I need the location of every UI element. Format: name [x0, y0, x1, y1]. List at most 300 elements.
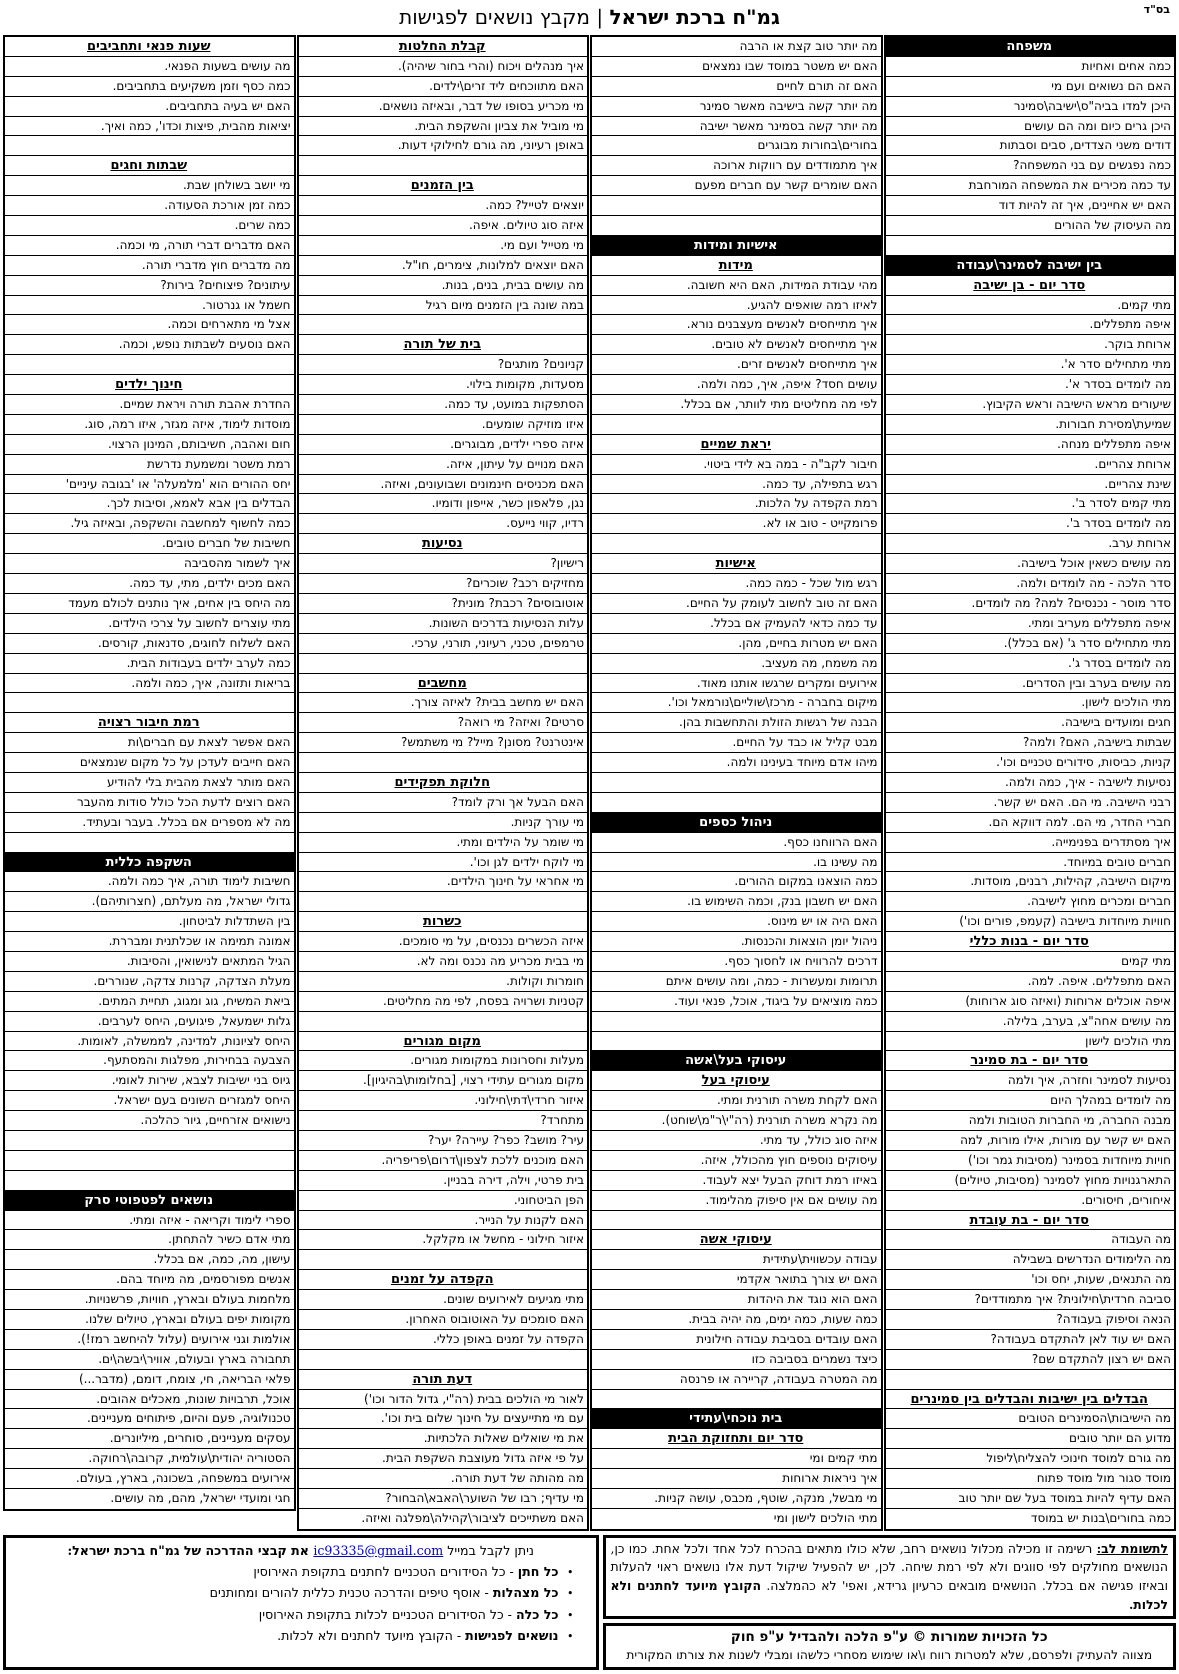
topic-row: מתי הולכים לישון.	[886, 693, 1175, 713]
topic-row: כמה נפגשים עם בני המשפחה?	[886, 156, 1175, 176]
section-subheader: מידות	[592, 256, 881, 276]
topic-row: חוויות מיוחדות בישיבה (קעמפ, פורים וכו')	[886, 912, 1175, 932]
topic-row: מי עורך קניות.	[299, 813, 588, 833]
topic-row: איזה סוג טיולים. איפה.	[299, 216, 588, 236]
topic-row: מתי מתחילים סדר א'.	[886, 355, 1175, 375]
bullet-icon: •	[563, 1587, 574, 1601]
topic-row: האם חייבים לעדכן על כל מקום שנמצאים	[5, 753, 294, 773]
topic-row: מה עשינו בו.	[592, 853, 881, 873]
topic-row: רישיון?	[299, 554, 588, 574]
spacer-row	[5, 693, 294, 713]
topic-row: מה התנאים, שעות, יחס וכו'	[886, 1270, 1175, 1290]
topic-row: איך מתייחסים לאנשים מעצבנים נורא.	[592, 315, 881, 335]
topic-row: היכן גרים כיום ומה הם עושים	[886, 117, 1175, 137]
topic-row: מקומות יפים בעולם ובארץ, טיולים שלנו.	[5, 1310, 294, 1330]
section-subheader: חינוך ילדים	[5, 375, 294, 395]
topic-row: עד כמה מכירים את המשפחה המורחבת	[886, 176, 1175, 196]
guide-bullet	[14, 1561, 588, 1582]
topic-row: אירועים ומקרים שרגשו אותנו מאוד.	[592, 674, 881, 694]
topic-row: קניות, כביסות, סידורים טכניים וכו'.	[886, 753, 1175, 773]
topic-row: מה גורם למוסד חינוכי להצליח\ליפול	[886, 1449, 1175, 1469]
topics-column-1	[884, 35, 1177, 1531]
topic-row: האם מכניסים חינמונים ושבועונים, ואיזה.	[299, 475, 588, 495]
topic-row: האם לקנות על הנייר.	[299, 1211, 588, 1231]
topic-row: האם מדברים דברי תורה, מי וכמה.	[5, 236, 294, 256]
topic-row: מי מבשל, מנקה, שוטף, מכבס, עושה קניות.	[592, 1489, 881, 1509]
topic-row: עושים חסד? איפה, איך, כמה ולמה.	[592, 375, 881, 395]
topic-row: מה הישיבות\הסמינרים הטובים	[886, 1409, 1175, 1429]
topic-row: כמה אחים ואחיות	[886, 57, 1175, 77]
topic-row: מסעדות, מקומות בילוי.	[299, 375, 588, 395]
topic-row: האם משתייכים לציבור\קהילה\מפלגה ואיזה.	[361, 1510, 584, 1525]
topic-row: הבדלים בין אבא לאמא, וסיבות לכך.	[5, 494, 294, 514]
topic-row: הסטוריה יהודית\עולמית, קרובה\רחוקה.	[5, 1449, 294, 1469]
topic-row: איך ניראות ארוחות	[592, 1469, 881, 1489]
attention-notice-box	[603, 1535, 1177, 1619]
topic-row: מי מוביל את צביון והשקפת הבית.	[299, 117, 588, 137]
topic-row: אוטובוסים? רכבת? מונית?	[299, 594, 588, 614]
topic-row: מתי מתחילים סדר ג' (אם בכלל).	[886, 634, 1175, 654]
topic-row: הסתפקות במועט, עד כמה.	[299, 395, 588, 415]
topic-row: מה עושים בשעות הפנאי.	[5, 57, 294, 77]
topic-row: רבני הישיבה. מי הם. האם יש קשר.	[886, 793, 1175, 813]
topic-row: מדוע הם יותר טובים	[886, 1429, 1175, 1449]
spacer-row	[299, 1250, 588, 1270]
spacer-row	[299, 1350, 588, 1370]
section-header: נושאים לפטפוטי סרק	[5, 1191, 294, 1211]
topic-row: מה יותר קשה בישיבה מאשר סמינר	[592, 97, 881, 117]
topic-row: חברים טובים במיוחד.	[886, 853, 1175, 873]
section-subheader: סדר יום - בת סמינר	[886, 1051, 1175, 1071]
topic-row: האם יש משטר במוסד שבו נמצאים	[592, 57, 881, 77]
topic-row: חויות מיוחדות בסמינר (מסיבות גמר וכו')	[886, 1151, 1175, 1171]
email-suffix: את קבצי ההדרכה של גמ"ח ברכת ישראל:	[67, 1542, 314, 1558]
topic-row: איפה מתפללים.	[886, 315, 1175, 335]
topic-row: מעלת הצדקה, קרנות צדקה, שנוררים.	[5, 972, 294, 992]
topic-row: הבנה של רגשות הזולת והתחשבות בהן.	[592, 713, 881, 733]
guide-bullet-text: - הקובץ מיועד לחתנים ולא לכלות.	[277, 1628, 466, 1644]
topic-row: מה יותר קשה בסמינר מאשר ישיבה	[592, 117, 881, 137]
topic-row: איזה הכשרים נכנסים, על מי סומכים.	[299, 932, 588, 952]
topic-row: מה לומדים במהלך היום	[886, 1091, 1175, 1111]
topic-row: האם עובדים בסביבת עבודה חילונית	[592, 1330, 881, 1350]
topic-row: כמה זמן אורכת הסעודה.	[5, 196, 294, 216]
topic-row: איך מנהלים ויכוח (והרי בחור שיהיה).	[299, 57, 588, 77]
bullet-icon: •	[563, 1565, 574, 1579]
topic-row: על פי איזה גדול מעוצבת השקפת הבית.	[299, 1449, 588, 1469]
topic-row: איזה ספרי ילדים, מבוגרים.	[299, 435, 588, 455]
spacer-row	[5, 355, 294, 375]
topic-row: מה לא מספרים אם בכלל. בעבר ובעתיד.	[5, 813, 294, 833]
topic-row: איזור חילוני - מחשל או מקלקל.	[299, 1230, 588, 1250]
topic-row: איזה סוג כולל, עד מתי.	[592, 1131, 881, 1151]
topic-row: ארוחת ערב.	[886, 534, 1175, 554]
topic-row: עיסוקים נוספים חוץ מהכולל, איזה.	[592, 1151, 881, 1171]
spacer-row	[592, 216, 881, 236]
topic-row: האם מכים ילדים, מתי, עד כמה.	[5, 574, 294, 594]
section-header: אישיות ומידות	[592, 236, 881, 256]
topic-row: מה משמח, מה מעציב.	[592, 654, 881, 674]
topic-row: באופן רעיוני, מה גורם לחילוקי דעות.	[299, 136, 588, 156]
topic-row: מה מדברים חוץ מדברי תורה.	[5, 256, 294, 276]
topic-row: מה הלימודים הנדרשים בשבילה	[886, 1250, 1175, 1270]
topic-row: מה העבודה	[886, 1230, 1175, 1250]
topic-row: ספרי לימוד וקריאה - איזה ומתי.	[5, 1211, 294, 1231]
topic-row: גדולי ישראל, מה מעלתם, (חצרותיהם).	[5, 892, 294, 912]
topic-row: מה עושים בבית, בנים, בנות.	[299, 276, 588, 296]
topic-row: האם היה או יש מינוס.	[592, 912, 881, 932]
topic-row: האם עדיף להיות במוסד בעל שם יותר טוב	[886, 1489, 1175, 1509]
footer-right-stack	[603, 1535, 1177, 1670]
topic-row: האם מתפללים. איפה. למה.	[886, 972, 1175, 992]
email-link[interactable]: ic93335@gmail.com	[313, 1542, 444, 1558]
topic-row: איך מתייחסים לאנשים לא טובים.	[592, 335, 881, 355]
topic-row: חגים ומועדים בישיבה.	[886, 713, 1175, 733]
topic-row: פלאי הבריאה, חי, צומח, דומם, (מדבר...)	[5, 1370, 294, 1390]
spacer-row	[592, 793, 881, 813]
spacer-row	[592, 1012, 881, 1032]
footer	[3, 1535, 1176, 1670]
topic-row: כמה לערב ילדים בעבודות הבית.	[5, 654, 294, 674]
topic-row: כמה שעות, כמה ימים, מה יהיה בבית.	[592, 1310, 881, 1330]
section-subheader: הבדלים בין ישיבות והבדלים בין סמינרים	[886, 1390, 1175, 1410]
guide-bullet-label: כל חתן	[517, 1563, 559, 1579]
spacer-row	[592, 773, 881, 793]
topic-row: האם שומרים קשר עם חברים מפעם	[592, 176, 881, 196]
topic-row: מה היחס בין אחים, איך נותנים לכולם מעמד	[5, 594, 294, 614]
topic-row: חגי ומועדי ישראל, מהם, מה עושים.	[110, 1491, 291, 1506]
page-title-bold: גמ"ח ברכת ישראל	[609, 5, 780, 29]
topic-row: סביבה חרדית\חילונית? איך מתמודדים?	[886, 1290, 1175, 1310]
topic-row: האם סומכים על האוטובוס האחרון.	[299, 1310, 588, 1330]
topic-row: טרמפים, טכני, רעיוני, תורני, ערכי.	[299, 634, 588, 654]
topic-row: האם רוצים לדעת הכל כולל סודות מהעבר	[5, 793, 294, 813]
section-header: עיסוקי בעל\אשה	[592, 1051, 881, 1071]
section-subheader: רמת חיבור רצויה	[5, 713, 294, 733]
section-header: משפחה	[886, 37, 1175, 57]
topic-row: אמונה תמימה או שכלתנית ומבררת.	[5, 932, 294, 952]
besd-mark: בס"ד	[1143, 3, 1170, 16]
topic-row: מי שומר על הילדים ומתי.	[299, 833, 588, 853]
topic-row: מי מכריע בסופו של דבר, ובאיזה נושאים.	[299, 97, 588, 117]
section-subheader: אישיות	[592, 554, 881, 574]
topic-row: חיבור לקב"ה - במה בא לידי ביטוי.	[592, 455, 881, 475]
notice-body: רשימה זו מכילה מכלול נושאים רחב, שלא כולו מתאים בהכרח לכל אחד ולכל אחת. כמו כן, הנושאים מחולקים לפי סווגים ולא לפי רמת שיחה. לכן, יש להפעיל שיקול דעת אלו נושאים ראוי להעלות ובאיזו פגישה אם בכלל. הנושאים מובאים כרעיון גרידא, ואפי' לא כהמלצה.	[610, 1540, 1168, 1594]
email-prefix: ניתן לקבל במייל	[443, 1542, 534, 1558]
topic-row: שיעורים מראש הישיבה וראש הקיבוץ.	[886, 395, 1175, 415]
topic-row: אירועים במשפחה, בשכונה, בארץ, בעולם.	[5, 1469, 294, 1489]
spacer-row	[592, 1032, 881, 1052]
topic-row: יציאות מהבית, פיצות וכדו', כמה ואיך.	[5, 117, 294, 137]
topic-row: מה עושים אם אין סיפוק מהלימוד.	[592, 1191, 881, 1211]
topic-row: האם הבעל אך ורק לומד?	[299, 793, 588, 813]
topic-row: סדר מוסר - נכנסים? למה? מה לומדים.	[886, 594, 1175, 614]
topic-row: מתי קמים	[886, 952, 1175, 972]
topic-row: רגש בתפילה, עד כמה.	[592, 475, 881, 495]
topic-row: מעלות וחסרונות במקומות מגורים.	[299, 1051, 588, 1071]
topic-row: מלחמות בעולם ובארץ, חוויות, פרשנויות.	[5, 1290, 294, 1310]
topic-row: מה לומדים בסדר ג'.	[886, 654, 1175, 674]
topic-row: גלות ישמעאל, פיגועים, היחס לערבים.	[5, 1012, 294, 1032]
topic-row: עישון, מה, כמה, אם בכלל.	[5, 1250, 294, 1270]
email-line	[14, 1540, 588, 1561]
page-title-rest: | מקבץ נושאים לפגישות	[399, 5, 610, 29]
topic-row: מיקום בחברה - מרכז\שוליים\נורמאל וכו'.	[592, 693, 881, 713]
section-subheader: מקום מגורים	[299, 1032, 588, 1052]
email-bullets	[14, 1561, 588, 1647]
spacer-row	[299, 892, 588, 912]
section-subheader: סדר יום - בן ישיבה	[886, 276, 1175, 296]
topic-row: מה יותר טוב קצת או הרבה	[592, 37, 881, 57]
topic-row: דודים משני הצדדים, סבים וסבתות	[886, 136, 1175, 156]
topic-row: התארגנויות מחוץ לסמינר (מסיבות, טיולים)	[886, 1171, 1175, 1191]
topic-row: מה מהותה של דעת תורה.	[299, 1469, 588, 1489]
topic-row: מתחרד?	[299, 1111, 588, 1131]
topic-row: מבנה החברה, מי החברות הטובות ולמה	[886, 1111, 1175, 1131]
columns	[3, 35, 1176, 1531]
topic-row: לאור מי הולכים בבית (רה"י, גדול הדור וכו')	[299, 1390, 588, 1410]
topic-row: עלות הנסיעות בדרכים השונות.	[299, 614, 588, 634]
topic-row: בריאות ותזונה, איך, כמה ולמה.	[5, 674, 294, 694]
topic-row: מי מטייל ועם מי.	[299, 236, 588, 256]
topic-row: אולמות וגני אירועים (עלול להיחשב רמז!).	[5, 1330, 294, 1350]
topic-row: אינטרנט? מסונן? מייל? מי משתמש?	[299, 733, 588, 753]
topic-row: האם יש קשר עם מורות, אילו מורות, למה	[886, 1131, 1175, 1151]
email-guides-box	[3, 1535, 599, 1670]
topic-row: רדיו, קווי נייעס.	[299, 514, 588, 534]
spacer-row	[592, 1211, 881, 1231]
spacer-row	[592, 196, 881, 216]
topic-row: האם לשלוח לחוגים, סדנאות, קורסים.	[5, 634, 294, 654]
topic-row: היחס לציונות, למדינה, לממשלה, לאומות.	[5, 1032, 294, 1052]
topic-row: מתי קמים לסדר ב'.	[886, 494, 1175, 514]
bullet-icon: •	[563, 1630, 574, 1644]
spacer-row	[299, 1012, 588, 1032]
topic-row: מי לוקח ילדים לגן וכו'.	[299, 853, 588, 873]
section-subheader: בית של תורה	[299, 335, 588, 355]
topic-row: איך מתייחסים לאנשים זרים.	[592, 355, 881, 375]
guide-bullet	[14, 1582, 588, 1603]
section-subheader: סדר יום ותחזוקת הבית	[592, 1429, 881, 1449]
section-subheader: מחשבים	[299, 674, 588, 694]
section-header: בין ישיבה לסמינר\עבודה	[886, 256, 1175, 276]
topic-row: מיהו אדם מיוחד בעינינו ולמה.	[592, 753, 881, 773]
topic-row: האם יש מטרות בחיים, מהן.	[592, 634, 881, 654]
topic-row: מה העיסוק של ההורים	[886, 216, 1175, 236]
topic-row: האם זה תורם לחיים	[592, 77, 881, 97]
topic-row: האם נוסעים לשבתות נופש, וכמה.	[5, 335, 294, 355]
topic-row: איזו מוזיקה שומעים.	[299, 415, 588, 435]
topic-row: האם יש רצון להתקדם שם?	[886, 1350, 1175, 1370]
spacer-row	[5, 1151, 294, 1171]
spacer-row	[299, 315, 588, 335]
topic-row: מבט קליל או כבד על החיים.	[592, 733, 881, 753]
topic-row: האם יש עוד לאן להתקדם בעבודה?	[886, 1330, 1175, 1350]
topic-row: האם יוצאים למלונות, צימרים, חו"ל.	[299, 256, 588, 276]
guide-bullet-label: כל מצהלות	[492, 1585, 559, 1601]
topic-row: האם יש בעיה בתחביבים.	[5, 97, 294, 117]
topic-row: יוצאים לטייל? כמה.	[299, 196, 588, 216]
topic-row: חום ואהבה, חשיבותם, המינון הרצוי.	[5, 435, 294, 455]
topic-row: האם יש מחשב בבית? לאיזה צורך.	[299, 693, 588, 713]
topic-row: מחזיקים רכב? שוכרים?	[299, 574, 588, 594]
topic-row: פרומקייט - טוב או לא.	[592, 514, 881, 534]
topic-row: הצבעה בבחירות, מפלגות והמסתעף.	[5, 1051, 294, 1071]
topic-row: יחס ההורים הוא 'מלמעלה' או 'בגובה עיניים'	[5, 475, 294, 495]
topic-row: מה עושים כשאין אוכל בישיבה.	[886, 554, 1175, 574]
section-subheader: נסיעות	[299, 534, 588, 554]
topic-row: שינת צהריים.	[886, 475, 1175, 495]
bullet-icon: •	[563, 1608, 574, 1622]
topic-row: חברים ומכרים מחוץ לישיבה.	[886, 892, 1175, 912]
topic-row: מתי אדם כשיר להתחתן.	[5, 1230, 294, 1250]
section-header: השקפה כללית	[5, 853, 294, 873]
guide-bullet	[14, 1625, 588, 1646]
guide-bullet-text: - כל הסידורים הטכניים לחתנים בתקופת האירוסין	[253, 1563, 518, 1579]
topic-row: כמה מוציאים על ביגוד, אוכל, פנאי ועוד.	[592, 992, 881, 1012]
topic-row: לפי מה מחליטים מתי לוותר, אם בכלל.	[592, 395, 881, 415]
spacer-row	[886, 1370, 1175, 1390]
topic-row: מה עושים בערב ובין הסדרים.	[886, 674, 1175, 694]
spacer-row	[592, 415, 881, 435]
topic-row: תרומות ומעשרות - כמה, ומה עושים איתם	[592, 972, 881, 992]
topic-row: עיר? מושב? כפר? עיירה? יער?	[299, 1131, 588, 1151]
topic-row: טכנולוגיה, פעם והיום, פיתוחים מעניינים.	[5, 1409, 294, 1429]
topic-row: עסקים מעניינים, סוחרים, מיליונרים.	[5, 1429, 294, 1449]
spacer-row	[5, 1131, 294, 1151]
topic-row: האם יש חשבון בנק, וכמה השימוש בו.	[592, 892, 881, 912]
page-title	[3, 2, 1176, 29]
topic-row: אנשים מפורסמים, מה מיוחד בהם.	[5, 1270, 294, 1290]
topic-row: ארוחת צהריים.	[886, 455, 1175, 475]
topic-row: עם מי מתייעצים על חינוך שלום בית וכו'.	[299, 1409, 588, 1429]
guide-bullet-label: נושאים לפגישות	[465, 1628, 559, 1644]
section-subheader: סדר יום - בת עובדת	[886, 1211, 1175, 1231]
topic-row: מתי עוצרים לחשוב על צרכי הילדים.	[5, 614, 294, 634]
topic-row: סדר הלכה - מה לומדים ולמה.	[886, 574, 1175, 594]
topic-row: מי עדיף; רבו של השוער\האבא\הבחור?	[299, 1489, 588, 1509]
topic-row: שמיעת\מסירת חבורות.	[886, 415, 1175, 435]
section-subheader: יראת שמיים	[592, 435, 881, 455]
topic-row: חשיבות לימוד תורה, איך כמה ולמה.	[5, 872, 294, 892]
topic-row: מה לומדים בסדר ב'.	[886, 514, 1175, 534]
topic-row: מתי קמים ומי	[592, 1449, 881, 1469]
topic-row: איך לשמור מהסביבה	[5, 554, 294, 574]
topic-row: מהי עבודת המידות, האם היא חשובה.	[592, 276, 881, 296]
topic-row: האם הם נשואים ועם מי	[886, 77, 1175, 97]
topic-row: במה שונה בין הזמנים מיום רגיל	[299, 296, 588, 316]
topic-row: ניהול יומן הוצאות והכנסות.	[592, 932, 881, 952]
guide-bullet	[14, 1604, 588, 1625]
topic-row: האם אפשר לצאת עם חברים\ות	[5, 733, 294, 753]
topic-row: חומרות וקולות.	[299, 972, 588, 992]
topic-row: כמה בחורים\בנות יש במוסד	[1030, 1510, 1171, 1525]
section-header: ניהול כספים	[592, 813, 881, 833]
topic-row: קטניות ושרויה בפסח, לפי מה מחליטים.	[299, 992, 588, 1012]
spacer-row	[299, 753, 588, 773]
topic-row: חשמל או גנרטור.	[5, 296, 294, 316]
topic-row: בחורים\בחורות מבוגרים	[592, 136, 881, 156]
topic-row: הנאה וסיפוק בעבודה?	[886, 1310, 1175, 1330]
topic-row: רמת הקפדה על הלכות.	[592, 494, 881, 514]
topic-row: דרכים להרוויח או לחסוך כסף.	[592, 952, 881, 972]
spacer-row	[5, 833, 294, 853]
topic-row: שבתות בישיבה, האם? ולמה?	[886, 733, 1175, 753]
section-subheader: עיסוקי בעל	[592, 1071, 881, 1091]
spacer-row	[592, 1390, 881, 1410]
topic-row: אצל מי מתארחים וכמה.	[5, 315, 294, 335]
topic-row: האם מתווכחים ליד זרים\ילדים.	[299, 77, 588, 97]
topic-row: מה נקרא משרה תורנית (רה"י\ר"מ\שוחט).	[592, 1111, 881, 1131]
topic-row: איך מסתדרים בפנימייה.	[886, 833, 1175, 853]
topic-row: כמה לחשוף למחשבה והשקפה, ובאיזה גיל.	[5, 514, 294, 534]
topic-row: חשיבות של חברים טובים.	[5, 534, 294, 554]
topic-row: האם מנויים על עיתון, איזה.	[299, 455, 588, 475]
topic-row: גיוס בני ישיבות לצבא, שירות לאומי.	[5, 1071, 294, 1091]
topic-row: היחס למגזרים השונים בעם ישראל.	[5, 1091, 294, 1111]
topic-row: ביאת המשיח, גוג ומגוג, תחיית המתים.	[5, 992, 294, 1012]
spacer-row	[299, 654, 588, 674]
topic-row: איזור חרדי\דתי\חילוני.	[299, 1091, 588, 1111]
guide-bullet-text: - כל הסידורים הטכניים לכלות בתקופת האירוסין	[258, 1606, 516, 1622]
topic-row: האם מותר לצאת מהבית בלי להודיע	[5, 773, 294, 793]
topic-row: מוסד סגור מול מוסד פתוח	[886, 1469, 1175, 1489]
topic-row: מתי קמים.	[886, 296, 1175, 316]
topic-row: כמה הוצאנו במקום ההורים.	[592, 872, 881, 892]
section-subheader: דעת תורה	[299, 1370, 588, 1390]
topic-row: האם לקחת משרה תורנית ומתי.	[592, 1091, 881, 1111]
section-subheader: חלוקת תפקידים	[299, 773, 588, 793]
topic-row: כמה שרים.	[5, 216, 294, 236]
topic-row: מוסדות לימוד, איזה מגזר, איזו רמה, סוג.	[5, 415, 294, 435]
topic-row: איפה מתפללים מעריב ומתי.	[886, 614, 1175, 634]
topic-row: נגן, פלאפון כשר, אייפון ודומיו.	[299, 494, 588, 514]
topic-row: הפן הביטחוני.	[299, 1191, 588, 1211]
title-bar	[3, 2, 1176, 35]
topic-row: החדרת אהבת תורה ויראת שמיים.	[5, 395, 294, 415]
topic-row: האם יש צורך בתואר אקדמי	[592, 1270, 881, 1290]
topic-row: מי יושב בשולחן שבת.	[5, 176, 294, 196]
topic-row: באיזו רמת דוחק הבעל יצא לעבוד.	[592, 1171, 881, 1191]
topics-column-3	[297, 35, 590, 1531]
topic-row: כמה כסף וזמן משקיעים בתחביבים.	[5, 77, 294, 97]
topic-row: בין השתדלות לביטחון.	[5, 912, 294, 932]
topic-row: האם הרווחנו כסף.	[592, 833, 881, 853]
topic-row: תחבורה בארץ ובעולם, אוויר\יבשה\ים.	[5, 1350, 294, 1370]
spacer-row	[5, 1171, 294, 1191]
topic-row: האם הוא נוגד את היהדות	[592, 1290, 881, 1310]
topic-row: הגיל המתאים לנישואין, והסיבות.	[5, 952, 294, 972]
topic-row: את מי שואלים שאלות הלכתיות.	[299, 1429, 588, 1449]
section-subheader: בין הזמנים	[299, 176, 588, 196]
topic-row: בית פרטי, וילה, דירה בבניין.	[299, 1171, 588, 1191]
topic-row: נישואים אזרחיים, גיור כהלכה.	[5, 1111, 294, 1131]
topic-row: עד כמה כדאי להעמיק אם בכלל.	[592, 614, 881, 634]
topic-row: איחורים, חיסורים.	[886, 1191, 1175, 1211]
spacer-row	[886, 236, 1175, 256]
spacer-row	[5, 136, 294, 156]
topics-column-4	[3, 35, 296, 1511]
topic-row: כיצד נשמרים בסביבה כזו	[592, 1350, 881, 1370]
guide-bullet-label: כל כלה	[515, 1606, 559, 1622]
topic-row: עיתונים? פיצוחים? בירות?	[5, 276, 294, 296]
topic-row: רמת משטר ומשמעת נדרשת	[5, 455, 294, 475]
topic-row: חברי החדר, מי הם. למה דווקא הם.	[886, 813, 1175, 833]
topic-row: עבודה עכשווית\עתידית	[592, 1250, 881, 1270]
section-subheader: כשרות	[299, 912, 588, 932]
topic-row: האם מוכנים ללכת לצפון\דרום\פריפריה.	[299, 1151, 588, 1171]
topic-row: רגש מול שכל - כמה כמה.	[592, 574, 881, 594]
